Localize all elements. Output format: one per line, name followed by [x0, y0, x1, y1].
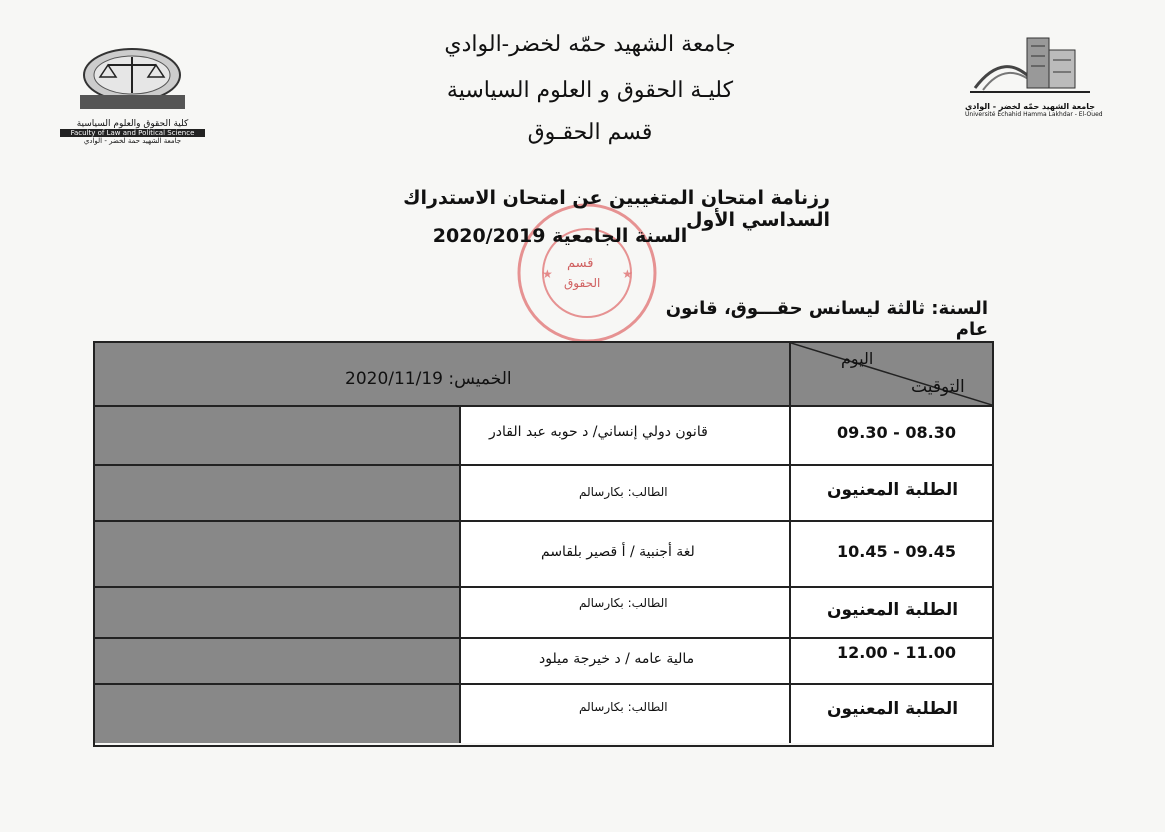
students-label: الطلبة المعنيون — [827, 600, 959, 620]
table-row — [95, 639, 992, 685]
calendar-title: رزنامة امتحان المتغيبين عن امتحان الاستدراك السداسي الأول — [403, 187, 830, 231]
logo-right-arabic: جامعة الشهيد حمّه لخضر - الوادي — [965, 102, 1095, 111]
student-name: الطالب: بكارسالم — [579, 485, 668, 499]
table-row — [95, 588, 992, 639]
svg-text:★: ★ — [622, 267, 633, 281]
time-slot: 08.30 - 09.30 — [837, 423, 956, 442]
university-building-icon — [965, 28, 1095, 98]
logo-left-arabic: كلية الحقوق والعلوم السياسية — [76, 119, 189, 129]
logo-left-english: Faculty of Law and Political Science — [60, 129, 205, 137]
university-name: جامعة الشهيد حمّه لخضر-الوادي — [444, 32, 736, 57]
table-row — [95, 466, 992, 522]
subject-name: لغة أجنبية / أ قصير بلقاسم — [541, 544, 695, 560]
table-header-row — [95, 343, 992, 407]
exam-schedule-table — [93, 341, 994, 747]
day-date: الخميس: 2020/11/19 — [345, 369, 512, 389]
subject-name: قانون دولي إنساني/ د حوبه عبد القادر — [489, 424, 708, 440]
academic-year: السنة الجامعية 2020/2019 — [432, 225, 688, 247]
faculty-name: كليـة الحقوق و العلوم السياسية — [446, 78, 734, 103]
table-row — [95, 522, 992, 588]
corner-time-label: التوقيت — [911, 377, 965, 397]
department-name: قسم الحقـوق — [527, 120, 653, 145]
student-name: الطالب: بكارسالم — [579, 596, 668, 610]
corner-day-label: اليوم — [841, 349, 874, 368]
logo-left-arabic-sub: جامعة الشهيد حمة لخضر - الوادي — [83, 137, 182, 145]
students-label: الطلبة المعنيون — [827, 699, 959, 719]
table-row — [95, 407, 992, 466]
student-name: الطالب: بكارسالم — [579, 700, 668, 714]
year-specialty-label: السنة: ثالثة ليسانس حقـــوق، قانون عام — [665, 298, 988, 340]
stamp-line-1: قسم — [567, 256, 594, 271]
table-row — [95, 685, 992, 743]
subject-name: مالية عامه / د خيرجة ميلود — [539, 651, 695, 667]
day-header-cell — [95, 343, 789, 405]
corner-cell — [791, 343, 992, 405]
svg-text:★: ★ — [542, 267, 553, 281]
time-slot: 11.00 - 12.00 — [837, 643, 956, 662]
scales-of-justice-icon — [60, 45, 205, 115]
stamp-line-2: الحقوق — [564, 276, 601, 290]
faculty-logo — [60, 45, 205, 145]
students-label: الطلبة المعنيون — [827, 480, 959, 500]
university-logo — [965, 28, 1103, 123]
logo-right-french: Université Echahid Hamma Lakhdar - El-Oued — [965, 111, 1103, 118]
time-slot: 09.45 - 10.45 — [837, 542, 956, 561]
